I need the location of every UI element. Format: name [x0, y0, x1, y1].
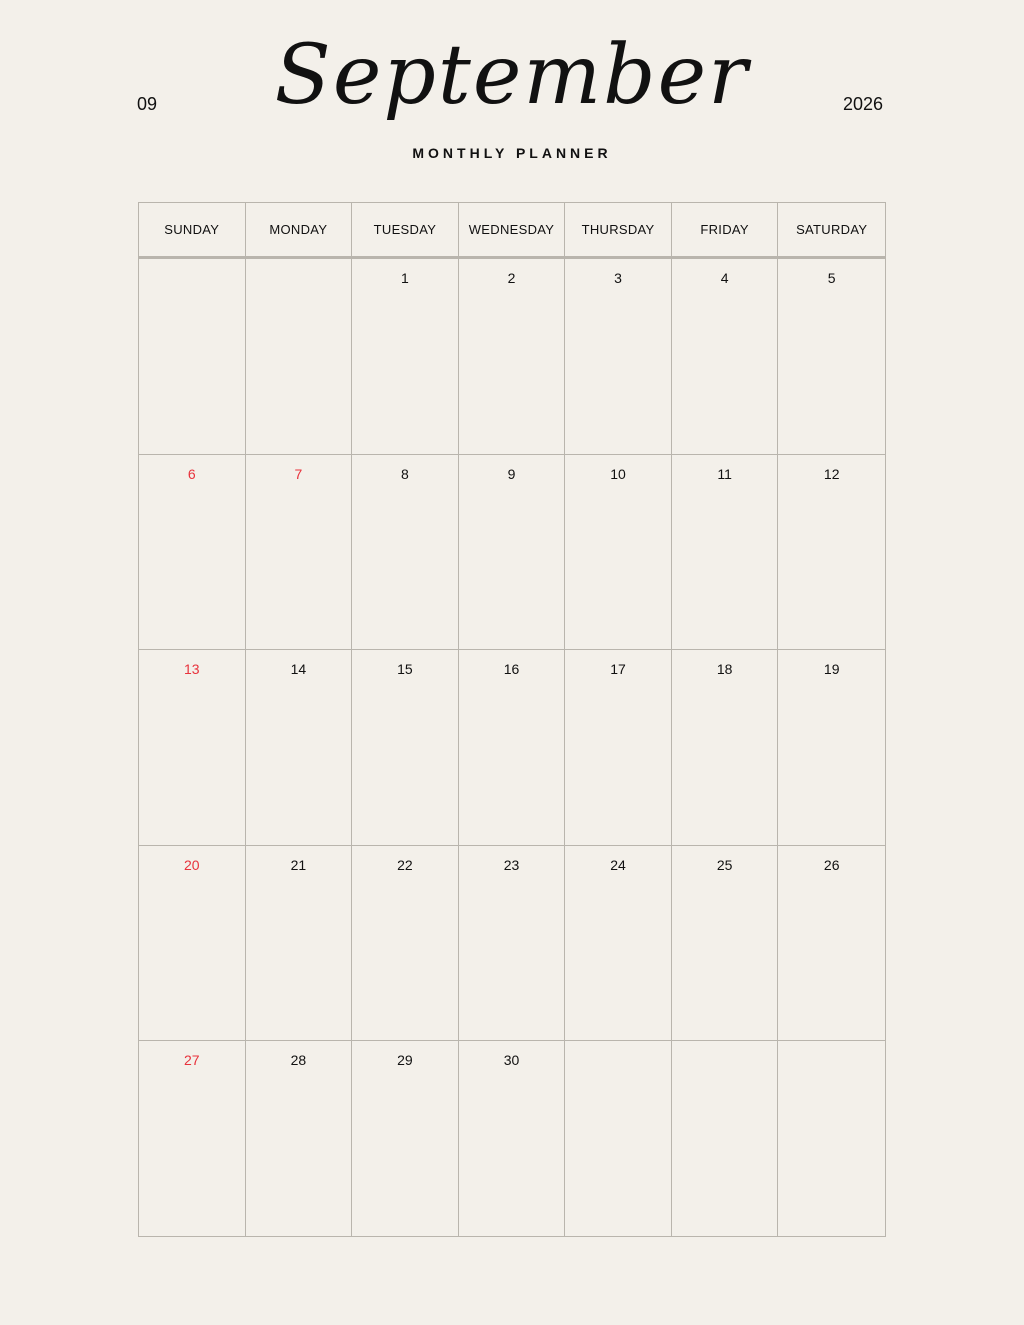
day-number: 27 [183, 1052, 200, 1068]
day-cell[interactable] [459, 259, 566, 454]
day-number: 29 [397, 1052, 413, 1068]
day-cell[interactable] [246, 259, 353, 454]
weekday-tuesday: TUESDAY [352, 203, 459, 256]
day-number: 7 [294, 465, 303, 482]
day-cell[interactable] [672, 455, 779, 650]
day-cell[interactable] [139, 455, 246, 650]
day-number: 22 [397, 856, 413, 873]
week-row [139, 455, 885, 651]
day-number: 23 [503, 856, 520, 873]
day-number: 13 [183, 661, 200, 677]
weekday-friday: FRIDAY [672, 203, 779, 256]
month-number: 09 [137, 94, 158, 114]
day-number: 4 [720, 270, 729, 286]
weekday-saturday: SATURDAY [796, 222, 868, 237]
day-cell[interactable] [139, 650, 246, 845]
day-cell[interactable] [246, 650, 353, 845]
day-cell[interactable] [459, 1041, 566, 1236]
day-cell[interactable] [778, 455, 885, 650]
day-cell[interactable] [139, 846, 246, 1041]
day-number: 15 [397, 661, 413, 677]
weekday-monday: MONDAY [246, 203, 353, 256]
day-number: 9 [507, 465, 516, 482]
day-number: 12 [823, 465, 840, 482]
day-number: 10 [610, 465, 626, 482]
day-cell[interactable] [352, 650, 459, 845]
month-title: September [274, 28, 750, 123]
day-number: 24 [610, 856, 626, 873]
day-cell[interactable] [565, 650, 672, 845]
day-number: 26 [823, 856, 840, 873]
planner-subtitle: MONTHLY PLANNER [412, 145, 612, 161]
day-number: 25 [716, 856, 733, 873]
day-cell[interactable] [565, 1041, 672, 1236]
year: 2026 [843, 94, 884, 114]
week-row [139, 259, 885, 455]
day-cell[interactable] [352, 1041, 459, 1236]
day-number: 8 [401, 465, 409, 482]
calendar-grid [138, 202, 886, 1237]
day-number: 2 [507, 270, 516, 286]
week-row [139, 1041, 885, 1236]
day-cell[interactable] [246, 846, 353, 1041]
week-row [139, 650, 885, 846]
day-number: 5 [827, 270, 836, 286]
day-cell[interactable] [139, 1041, 246, 1236]
weekday-sunday: SUNDAY [139, 203, 246, 256]
day-number: 28 [290, 1052, 307, 1068]
day-cell[interactable] [246, 1041, 353, 1236]
day-number: 19 [823, 661, 840, 677]
weekday-header-row [139, 203, 885, 259]
day-cell[interactable] [778, 650, 885, 845]
day-cell[interactable] [672, 846, 779, 1041]
day-cell[interactable] [672, 1041, 779, 1236]
day-cell[interactable] [565, 846, 672, 1041]
day-cell[interactable] [352, 846, 459, 1041]
day-number: 6 [187, 465, 196, 482]
day-cell[interactable] [246, 455, 353, 650]
day-number: 20 [183, 856, 200, 873]
day-cell[interactable] [778, 846, 885, 1041]
day-number: 18 [716, 661, 733, 677]
day-number: 16 [503, 661, 520, 677]
day-cell[interactable] [778, 1041, 885, 1236]
day-number: 17 [610, 661, 626, 677]
day-cell[interactable] [565, 455, 672, 650]
day-number: 14 [290, 661, 307, 677]
day-number: 21 [290, 856, 307, 873]
weekday-thursday: THURSDAY [565, 203, 672, 256]
day-cell[interactable] [672, 259, 779, 454]
week-row [139, 846, 885, 1042]
day-number: 30 [503, 1052, 520, 1068]
day-cell[interactable] [459, 846, 566, 1041]
day-number: 1 [401, 270, 409, 286]
day-number: 11 [717, 465, 732, 482]
day-cell[interactable] [352, 259, 459, 454]
day-cell[interactable] [352, 455, 459, 650]
day-cell[interactable] [139, 259, 246, 454]
weekday-wednesday: WEDNESDAY [459, 203, 566, 256]
day-cell[interactable] [459, 650, 566, 845]
day-cell[interactable] [672, 650, 779, 845]
day-cell[interactable] [778, 259, 885, 454]
day-cell[interactable] [565, 259, 672, 454]
day-number: 3 [614, 270, 622, 286]
day-cell[interactable] [459, 455, 566, 650]
